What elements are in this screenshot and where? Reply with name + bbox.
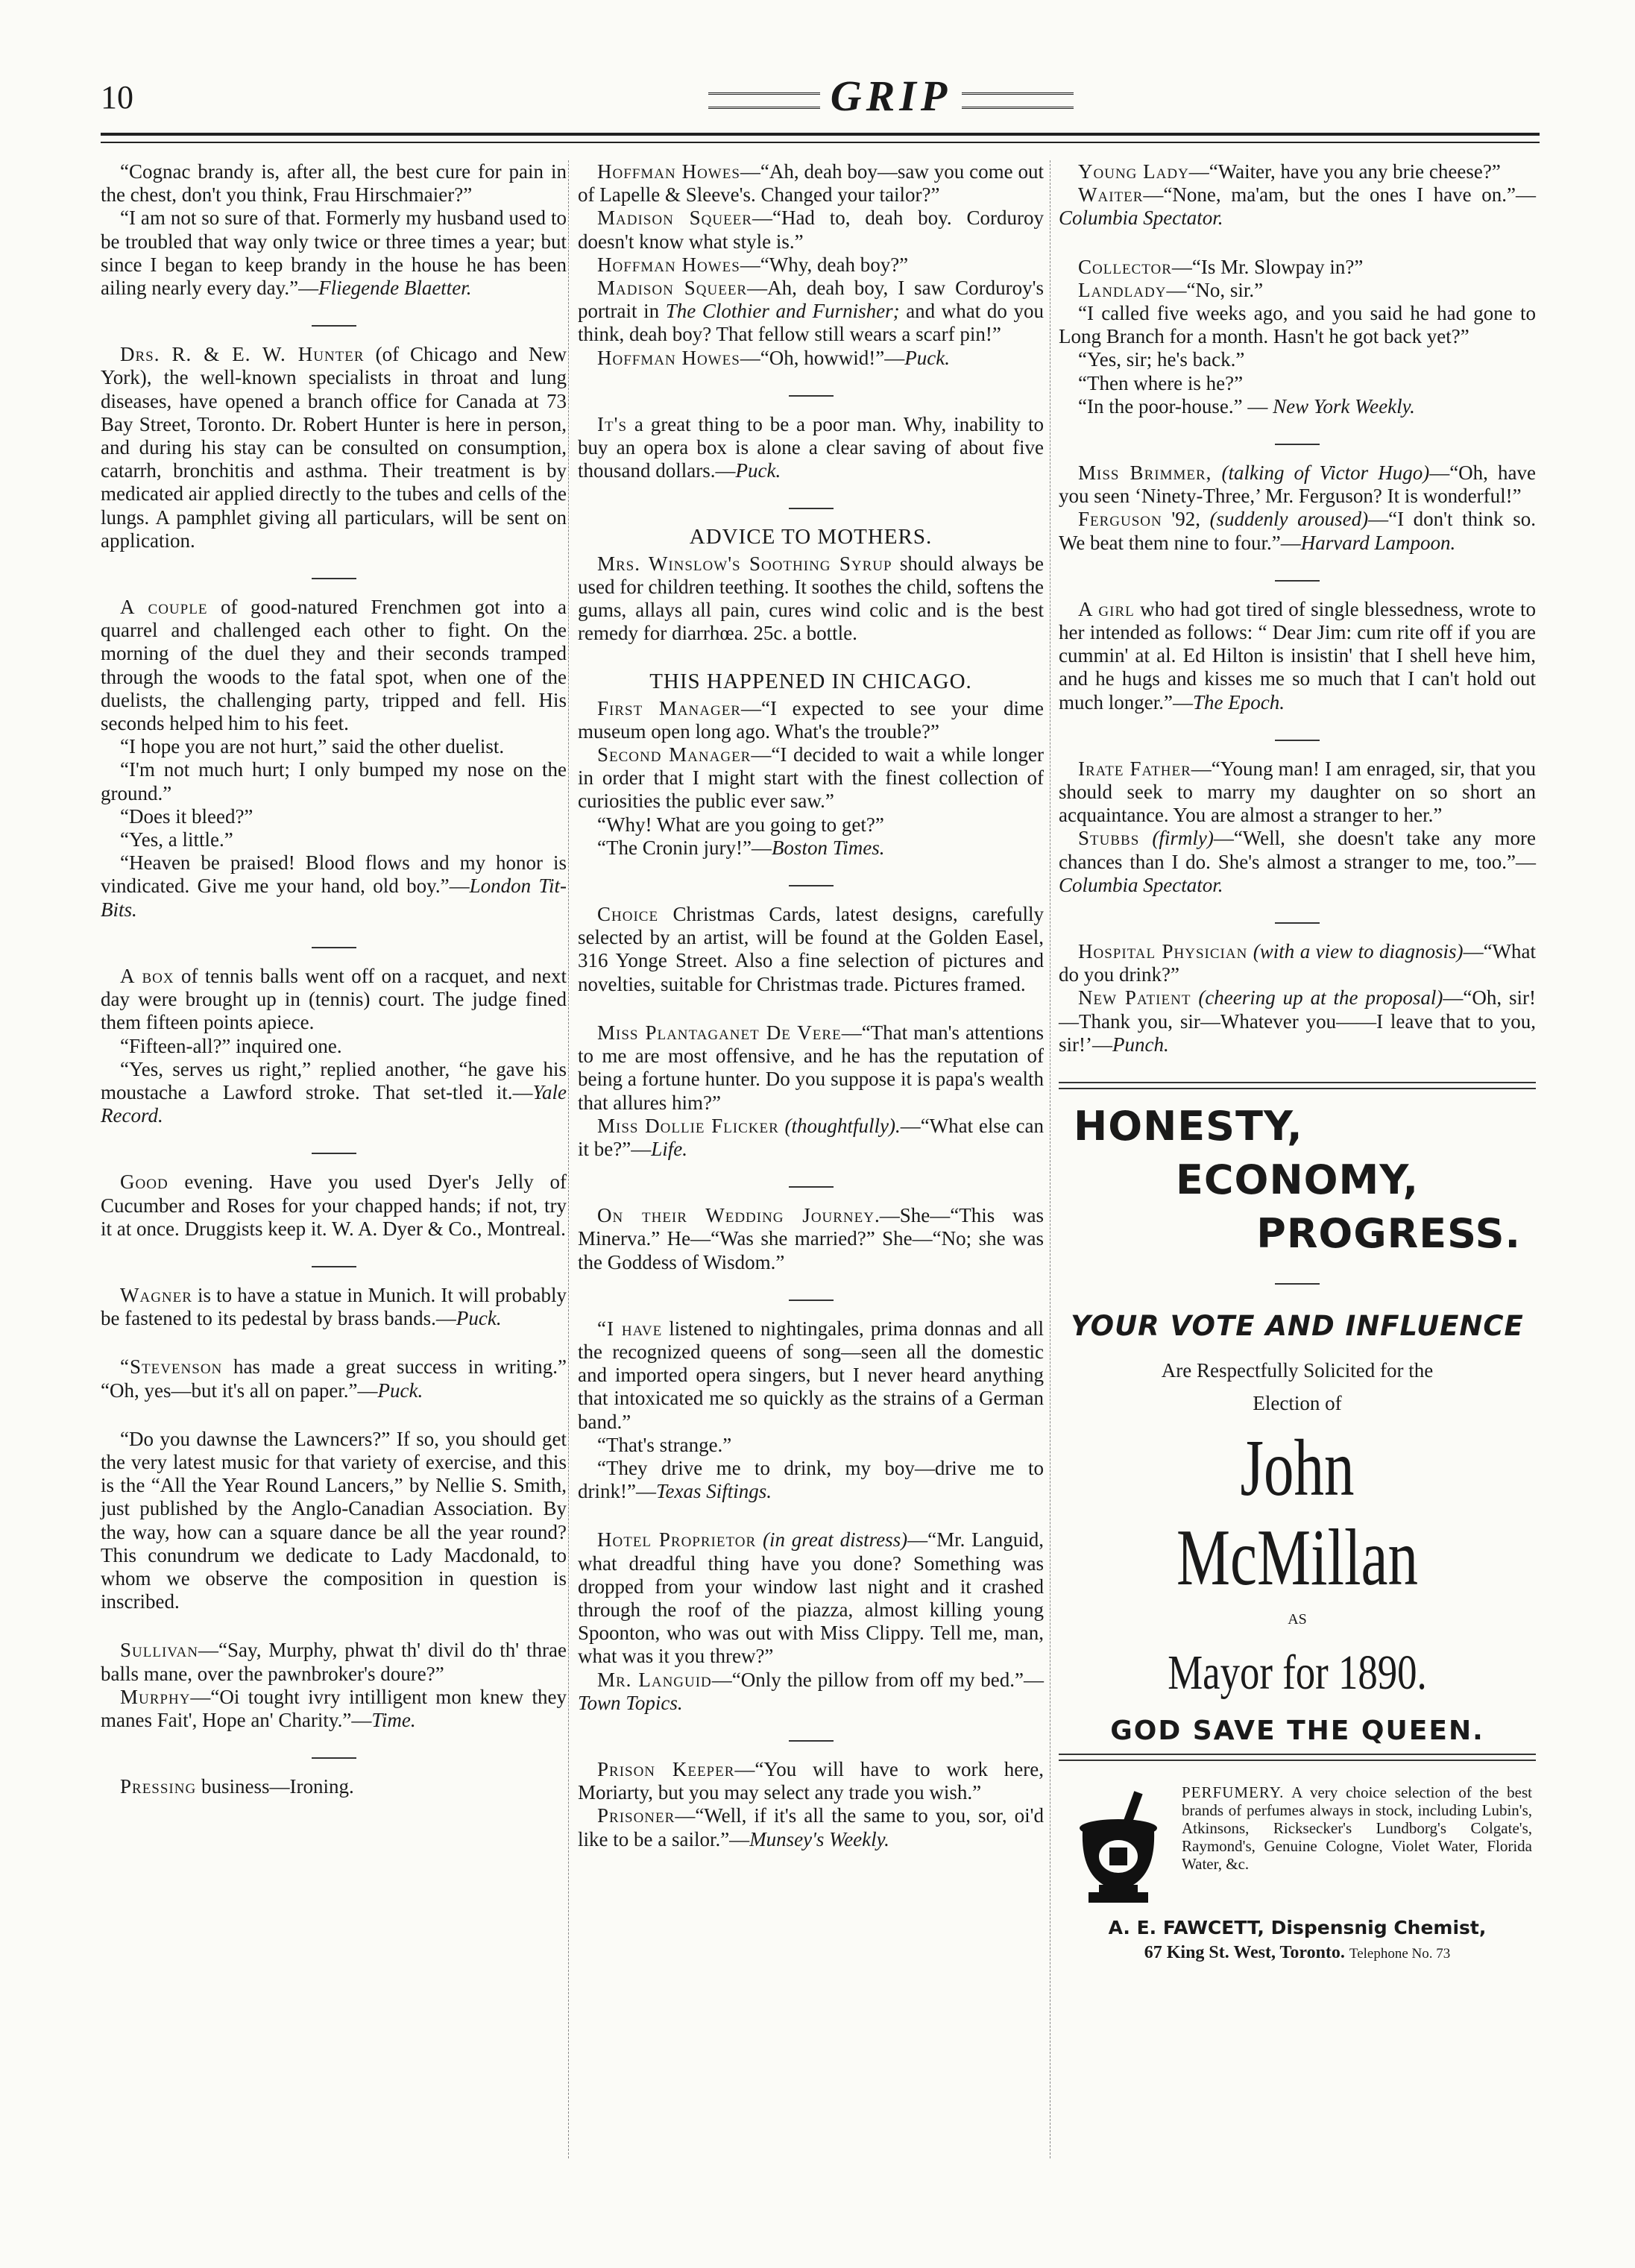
paragraph bbox=[101, 1686, 567, 1732]
text: —“Mr. Languid, what dreadful thing have you done? Something was dropped from your window last night and it crashed through the roof of the piazza, almost killing young Spoonton, who was out with Miss Clippy. Tell me, man, what was it you threw?” bbox=[578, 1528, 1044, 1668]
separator bbox=[312, 1757, 356, 1759]
source: Texas Siftings. bbox=[655, 1480, 772, 1503]
paragraph bbox=[578, 1021, 1044, 1115]
paragraph bbox=[578, 413, 1044, 483]
paragraph bbox=[101, 1171, 567, 1241]
article-pressing bbox=[101, 1775, 567, 1798]
masthead-title: GRIP bbox=[830, 72, 952, 120]
election-advertisement bbox=[1059, 1100, 1536, 1747]
text: —“Is Mr. Slowpay in?” bbox=[1171, 255, 1364, 278]
separator bbox=[1275, 1283, 1320, 1285]
source: Columbia Spectator. bbox=[1059, 873, 1223, 896]
column-2 bbox=[578, 160, 1044, 1877]
separator bbox=[789, 1740, 834, 1742]
ad-god-save-the-queen: GOD SAVE THE QUEEN. bbox=[1110, 1716, 1484, 1747]
source: Yale Record. bbox=[101, 1080, 567, 1127]
source: Fliegende Blaetter. bbox=[318, 277, 472, 300]
paragraph bbox=[578, 1457, 1044, 1503]
separator bbox=[789, 1300, 834, 1301]
lead: Young Lady bbox=[1078, 160, 1189, 183]
text: —“Well, she doesn't take any more chances than I do. She's almost a stranger to me, too.”— bbox=[1059, 827, 1536, 873]
paragraph bbox=[101, 851, 567, 922]
separator bbox=[312, 325, 356, 327]
lead: Hoffman Howes bbox=[597, 253, 740, 276]
text: (of Chicago and New York), the well-known specialists in throat and lung diseases, have opened a branch office for Canada at 73 Bay Street, Toronto. Dr. Robert Hunter is here in person, and during his stay can be consulted on consumption, catarrh, bronchitis and asthma. Their treatment is by medicated air applied directly to the tubes and cells of the lungs. A pamphlet giving all particulars, will be sent on application. bbox=[101, 343, 567, 552]
text: has made a great success in writing.” “Oh, yes—but it's all on paper.”— bbox=[101, 1355, 567, 1402]
text: a great thing to be a poor man. Why, inability to buy an opera box is alone a clear saving of about five thousand dollars.— bbox=[578, 412, 1044, 482]
text: “In the poor-house.” — bbox=[1078, 394, 1273, 418]
italic: (cheering up at the proposal) bbox=[1191, 986, 1443, 1009]
paragraph bbox=[578, 552, 1044, 646]
paragraph bbox=[578, 207, 1044, 253]
paragraph bbox=[578, 1115, 1044, 1161]
text: should always be used for children teething. It soothes the child, softens the gums, allays all pain, cures wind colic and is the best remedy for diarrhœa. 25c. a bottle. bbox=[578, 552, 1044, 645]
lead: Drs. R. & E. W. Hunter bbox=[120, 343, 365, 366]
text: —“Oh, sir!—Thank you, sir—Whatever you——I leave that to you, sir!’— bbox=[1059, 986, 1536, 1056]
article-girl bbox=[1059, 598, 1536, 714]
paragraph: “That's strange.” bbox=[597, 1433, 732, 1456]
paragraph bbox=[578, 903, 1044, 996]
text: —“Young man! I am enraged, sir, that you should seek to marry my daughter on so short an acquaintance. You are almost a stranger to her.” bbox=[1059, 757, 1536, 827]
text: “I am not so sure of that. Formerly my husband used to be troubled that way only twice or three times a year; but since I began to keep brandy in the house he has been ailing nearly every day.”— bbox=[101, 207, 567, 300]
lead: Irate Father bbox=[1078, 757, 1191, 780]
paragraph bbox=[1059, 827, 1536, 897]
lead: A box bbox=[120, 964, 174, 987]
lead: “Stevenson bbox=[120, 1355, 223, 1379]
text: —“That man's attentions to me are most offensive, and he has the reputation of being a fortune hunter. Do you suppose it is papa's wealth that allures him?” bbox=[578, 1021, 1044, 1114]
text: —“No, sir.” bbox=[1166, 278, 1264, 301]
lead: Mrs. Winslow's Soothing Syrup bbox=[597, 552, 892, 575]
source: Puck. bbox=[735, 459, 781, 482]
separator bbox=[1275, 444, 1320, 445]
source: Boston Times. bbox=[771, 836, 885, 859]
article-tennis bbox=[101, 965, 567, 1127]
article-wedding bbox=[578, 1204, 1044, 1274]
paragraph bbox=[578, 837, 1044, 860]
lead: Choice bbox=[597, 903, 659, 926]
article-opera bbox=[578, 413, 1044, 483]
ad-as: AS bbox=[1288, 1611, 1307, 1628]
heading: ADVICE TO MOTHERS. bbox=[689, 525, 933, 549]
lead: Prison Keeper bbox=[597, 1757, 735, 1780]
paragraph bbox=[101, 965, 567, 1035]
lead: Second Manager bbox=[597, 743, 752, 766]
paragraph bbox=[101, 343, 567, 552]
paragraph bbox=[578, 253, 1044, 277]
lead: Wagner bbox=[120, 1283, 192, 1306]
source: The Epoch. bbox=[1192, 690, 1285, 714]
separator bbox=[789, 1186, 834, 1188]
paragraph: “I called five weeks ago, and you said he had gone to Long Branch for a month. Hasn't he got back yet?” bbox=[1059, 302, 1536, 348]
paragraph: “Fifteen-all?” inquired one. bbox=[120, 1034, 342, 1057]
paragraph bbox=[1059, 757, 1536, 828]
article-father bbox=[1059, 757, 1536, 897]
lead: Collector bbox=[1078, 255, 1172, 278]
text: “Yes, serves us right,” replied another, “he gave his moustache a Lawford stroke. That set-tled it.— bbox=[101, 1057, 567, 1103]
separator bbox=[312, 1266, 356, 1267]
header-rule-thin bbox=[101, 142, 1540, 143]
lead: Madison Squeer bbox=[597, 207, 752, 230]
masthead-ornament-left bbox=[708, 92, 820, 109]
paragraph bbox=[578, 1669, 1044, 1715]
separator bbox=[1275, 922, 1320, 924]
paragraph bbox=[101, 1284, 567, 1330]
text: '92, bbox=[1162, 508, 1210, 531]
paragraph bbox=[578, 743, 1044, 813]
paragraph bbox=[578, 1804, 1044, 1850]
paragraph bbox=[1059, 598, 1536, 714]
ad-rule bbox=[1059, 1754, 1536, 1761]
source: Life. bbox=[651, 1137, 687, 1160]
lead: Ferguson bbox=[1078, 508, 1162, 531]
lead: Hotel Proprietor bbox=[597, 1528, 757, 1552]
separator bbox=[312, 947, 356, 948]
lead: Waiter bbox=[1078, 183, 1144, 207]
text: —“Only the pillow from off my bed.”— bbox=[711, 1668, 1044, 1691]
column-3 bbox=[1059, 160, 1536, 2007]
article-nightingales bbox=[578, 1317, 1044, 1504]
paragraph bbox=[101, 1639, 567, 1685]
text: listened to nightingales, prima donnas and all the recognized queens of song—seen all the domestic and imported opera singers, but I never heard anything that intoxicated me so quickly as the strains of a German band.” bbox=[578, 1317, 1045, 1433]
separator bbox=[1275, 740, 1320, 741]
text: —“I don't think so. We beat them nine to four.”— bbox=[1059, 508, 1536, 554]
text: evening. Have you used Dyer's Jelly of Cucumber and Roses for your chapped hands; if not, try it at once. Druggists keep it. W. A. Dyer & Co., Montreal. bbox=[101, 1171, 567, 1240]
lead: A couple bbox=[120, 596, 208, 619]
text: —“You will have to work here, Moriarty, but you may select any trade you wish.” bbox=[578, 1757, 1045, 1804]
paragraph: “Do you dawnse the Lawncers?” If so, you should get the very latest music for that variety of exercise, and this is the “All the Year Round Lancers,” by Nellie S. Smith, just published by the Anglo-Canadian Association. By the way, how can a square dance be all the year round? This conundrum we dedicate to Lady Macdonald, to whom we observe the composition in question is inscribed. bbox=[101, 1427, 567, 1613]
address: 67 King St. West, Toronto. bbox=[1144, 1942, 1345, 1962]
lead: PERFUMERY. bbox=[1182, 1783, 1285, 1801]
lead: New Patient bbox=[1078, 986, 1191, 1009]
article-physician bbox=[1059, 940, 1536, 1056]
text: “Heaven be praised! Blood flows and my honor is vindicated. Give me your hand, old boy.”— bbox=[101, 851, 567, 898]
paragraph: “Cognac brandy is, after all, the best cure for pain in the chest, don't you think, Frau Hirschmaier?” bbox=[101, 160, 567, 207]
lead: Madison Squeer bbox=[597, 277, 748, 300]
paragraph bbox=[578, 1317, 1044, 1434]
text: .—She—“This was Minerva.” He—“Was she married?” She—“No; she was the Goddess of Wisdom.” bbox=[578, 1204, 1044, 1273]
paragraph bbox=[101, 1355, 567, 1402]
masthead-ornament-right bbox=[962, 92, 1074, 109]
italic: (in great distress) bbox=[756, 1528, 908, 1552]
lead: Prisoner bbox=[597, 1804, 675, 1827]
paragraph bbox=[1059, 508, 1536, 554]
mortar-and-pestle-icon bbox=[1066, 1789, 1171, 1909]
article-vere bbox=[578, 1021, 1044, 1161]
source: Town Topics. bbox=[578, 1691, 683, 1714]
lead: First Manager bbox=[597, 696, 741, 719]
text: and what do you think, deah boy? That fellow still wears a scarf pin!” bbox=[578, 300, 1045, 346]
article-stevenson bbox=[101, 1355, 567, 1402]
paragraph: “I'm not much hurt; I only bumped my nose on the ground.” bbox=[101, 758, 567, 804]
text: —“Oi tought ivry intilligent mon knew they manes Fait', Hope an' Charity.”— bbox=[101, 1685, 567, 1731]
italic: The Clothier and Furnisher; bbox=[665, 300, 900, 323]
paragraph bbox=[1059, 940, 1536, 986]
paragraph bbox=[578, 277, 1044, 347]
paragraph bbox=[1059, 279, 1536, 302]
ad-candidate-name: John McMillan bbox=[1176, 1424, 1418, 1603]
text: —“I expected to see your dime museum open long ago. What's the trouble?” bbox=[578, 696, 1044, 743]
separator bbox=[789, 508, 834, 509]
article-chicago bbox=[578, 670, 1044, 860]
paragraph bbox=[1059, 160, 1536, 183]
source: Munsey's Weekly. bbox=[749, 1827, 889, 1850]
lead: It's bbox=[597, 412, 628, 435]
source: Puck. bbox=[904, 346, 950, 369]
source: Puck. bbox=[456, 1307, 502, 1330]
paragraph bbox=[1059, 462, 1536, 508]
paragraph bbox=[1059, 183, 1536, 230]
article-frenchmen bbox=[101, 596, 567, 922]
paragraph bbox=[101, 207, 567, 300]
paragraph bbox=[101, 596, 567, 735]
separator bbox=[312, 578, 356, 579]
lead: Murphy bbox=[120, 1685, 191, 1708]
lead: Sullivan bbox=[120, 1639, 198, 1662]
text: —“Had to, deah boy. Corduroy doesn't know what style is.” bbox=[578, 207, 1044, 253]
lead: A girl bbox=[1078, 597, 1135, 620]
paragraph bbox=[578, 697, 1044, 743]
text: —“None, ma'am, but the ones I have on.”— bbox=[1143, 183, 1536, 207]
paragraph: “Does it bleed?” bbox=[120, 804, 253, 828]
paragraph: “Why! What are you going to get?” bbox=[597, 813, 884, 836]
text: Christmas Cards, latest designs, carefully selected by an artist, will be found at the Golden Easel, 316 Yonge Street. Also a fine selection of pictures and novelties, suitable for Christmas trade. Pictures framed. bbox=[578, 903, 1044, 995]
paragraph bbox=[578, 1758, 1044, 1804]
paragraph bbox=[1059, 986, 1536, 1056]
lead: “I have bbox=[597, 1317, 663, 1340]
italic: (thoughtfully). bbox=[778, 1114, 901, 1137]
italic: (firmly) bbox=[1139, 827, 1214, 850]
lead: Miss Dollie Flicker bbox=[597, 1114, 779, 1137]
paragraph bbox=[578, 1204, 1044, 1274]
lead: Hoffman Howes bbox=[597, 160, 740, 183]
separator bbox=[789, 885, 834, 886]
header-rule bbox=[101, 133, 1540, 136]
paragraph bbox=[1059, 395, 1536, 418]
paragraph: “I hope you are not hurt,” said the other duelist. bbox=[120, 735, 505, 758]
article-collector bbox=[1059, 256, 1536, 418]
telephone: Telephone No. 73 bbox=[1349, 1945, 1451, 1962]
lead: Mr. Languid bbox=[597, 1668, 712, 1691]
source: New York Weekly. bbox=[1273, 394, 1415, 418]
lead: On their Wedding Journey bbox=[597, 1204, 875, 1227]
ad-election: Election of bbox=[1253, 1392, 1342, 1415]
paragraph bbox=[101, 1775, 567, 1798]
lead: Stubbs bbox=[1078, 827, 1140, 850]
ad-economy: ECONOMY, bbox=[1176, 1156, 1419, 1204]
ad-rule bbox=[1059, 1082, 1536, 1089]
article-prison bbox=[578, 1758, 1044, 1851]
ad-honesty: HONESTY, bbox=[1074, 1103, 1303, 1150]
ad-progress: PROGRESS. bbox=[1256, 1210, 1521, 1258]
paragraph: “Yes, sir; he's back.” bbox=[1078, 348, 1245, 371]
text: A very choice selection of the best brands of perfumes always in stock, including Lubin's, Atkinsons, Ricksecker's Lundborg's Colgate's, Raymond's, Genuine Cologne, Violet Water, Florida Water, &c. bbox=[1182, 1783, 1532, 1873]
source: Columbia Spectator. bbox=[1059, 207, 1223, 230]
article-cards bbox=[578, 903, 1044, 996]
lead: Miss Plantaganet De Vere bbox=[597, 1021, 842, 1044]
perfumery-advertisement bbox=[1059, 1783, 1536, 2007]
article-cognac bbox=[101, 160, 567, 300]
text: —“Oh, have you seen ‘Ninety-Three,’ Mr. Ferguson? It is wonderful!” bbox=[1059, 462, 1536, 508]
text: business—Ironing. bbox=[196, 1775, 354, 1798]
ad-solicited: Are Respectfully Solicited for the bbox=[1161, 1359, 1434, 1382]
lead: Good bbox=[120, 1171, 168, 1194]
source: Puck. bbox=[377, 1379, 423, 1402]
lead: Hospital Physician bbox=[1078, 940, 1248, 963]
masthead bbox=[667, 71, 1115, 121]
paragraph bbox=[1059, 256, 1536, 279]
ad-vote: YOUR VOTE AND INFLUENCE bbox=[1071, 1310, 1524, 1343]
text: —“Oh, howwid!”— bbox=[740, 346, 905, 369]
column-1 bbox=[101, 160, 567, 1824]
article-hunter bbox=[101, 343, 567, 552]
paragraph bbox=[578, 1528, 1044, 1668]
article-howes bbox=[578, 160, 1044, 370]
separator bbox=[312, 1153, 356, 1154]
italic: (talking of Victor Hugo) bbox=[1212, 462, 1430, 485]
italic: (with a view to diagnosis) bbox=[1247, 940, 1464, 963]
text: —“Waiter, have you any brie cheese?” bbox=[1188, 160, 1501, 183]
lead: Hoffman Howes bbox=[597, 346, 740, 369]
source: Time. bbox=[371, 1708, 416, 1731]
text: —“Say, Murphy, phwat th' divil do th' thrae balls mane, over the pawnbroker's doure?” bbox=[101, 1639, 567, 1685]
source: London Tit-Bits. bbox=[101, 875, 567, 921]
heading: THIS HAPPENED IN CHICAGO. bbox=[649, 670, 972, 694]
text: who had got tired of single blessedness, wrote to her intended as follows: “ Dear Jim: cum rite off if you are cummin' at al. Ed Hilton is insistin' that I shell heve him, and he hugs and kisses me so much that I can't hold out much longer.”— bbox=[1059, 597, 1537, 714]
lead: Miss Brimmer, bbox=[1078, 462, 1212, 485]
article-brimmer bbox=[1059, 462, 1536, 555]
text: —“What else can it be?”— bbox=[578, 1114, 1044, 1160]
paragraph: “Yes, a little.” bbox=[120, 828, 233, 851]
text: “They drive me to drink, my boy—drive me to drink!”— bbox=[578, 1456, 1044, 1503]
article-hotel bbox=[578, 1528, 1044, 1715]
article-sullivan bbox=[101, 1639, 567, 1732]
source: Punch. bbox=[1112, 1033, 1169, 1056]
article-advice bbox=[578, 526, 1044, 645]
fawcett-address bbox=[1059, 1941, 1536, 1965]
article-brie bbox=[1059, 160, 1536, 230]
text: —“What do you drink?” bbox=[1059, 940, 1537, 986]
article-dyer bbox=[101, 1171, 567, 1241]
separator bbox=[789, 395, 834, 397]
text: —Ah, deah boy, I saw Corduroy's portrait in bbox=[578, 277, 1044, 323]
source: Harvard Lampoon. bbox=[1300, 531, 1456, 554]
fawcett-name: A. E. FAWCETT, Dispensnig Chemist, bbox=[1108, 1916, 1487, 1938]
text: of tennis balls went off on a racquet, and next day were brought up in (tennis) court. The judge fined them fifteen points apiece. bbox=[101, 964, 567, 1034]
article-lancers bbox=[101, 1428, 567, 1614]
perfumery-text bbox=[1182, 1783, 1532, 1873]
lead: Pressing bbox=[120, 1775, 197, 1798]
ad-mayor: Mayor for 1890. bbox=[1168, 1645, 1427, 1701]
paragraph bbox=[101, 1058, 567, 1128]
column-divider-1 bbox=[568, 160, 569, 2158]
text: is to have a statue in Munich. It will probably be fastened to its pedestal by brass bands.— bbox=[101, 1283, 567, 1330]
text: —“Why, deah boy?” bbox=[740, 253, 909, 276]
text: —“Ah, deah boy—saw you come out of Lapelle & Sleeve's. Changed your tailor?” bbox=[578, 160, 1044, 207]
text: “The Cronin jury!”— bbox=[597, 836, 772, 859]
paragraph: “Then where is he?” bbox=[1078, 371, 1244, 394]
paragraph bbox=[578, 347, 1044, 370]
lead: Landlady bbox=[1078, 278, 1167, 301]
text: of good-natured Frenchmen got into a quarrel and challenged each other to fight. On the morning of the duel they and their seconds tramped through the woods to the fatal spot, when one of the duelists, the challenging party, tripped and fell. His seconds helped him to his feet. bbox=[101, 596, 567, 735]
separator bbox=[1275, 580, 1320, 582]
paragraph bbox=[578, 160, 1044, 207]
article-wagner bbox=[101, 1284, 567, 1330]
text: —“Well, if it's all the same to you, sor, oi'd like to be a sailor.”— bbox=[578, 1804, 1044, 1850]
italic: (suddenly aroused) bbox=[1209, 508, 1369, 531]
page-number: 10 bbox=[101, 79, 133, 116]
text: —“I decided to wait a while longer in order that I might start with the finest collection of curiosities the public ever saw.” bbox=[578, 743, 1044, 813]
